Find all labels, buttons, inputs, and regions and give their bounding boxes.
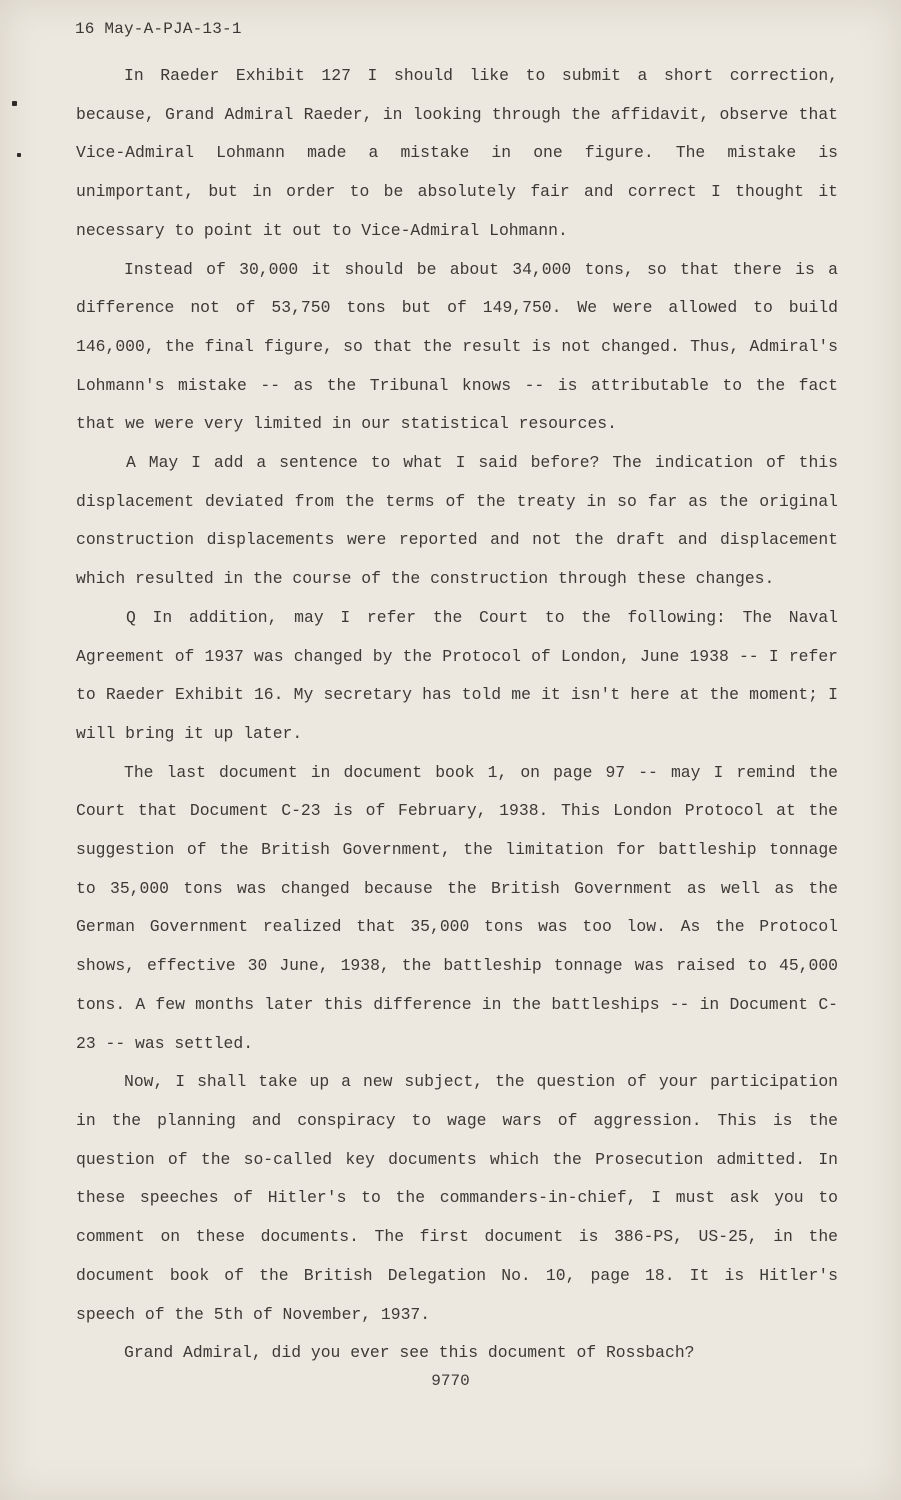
paragraph-tonnage: Instead of 30,000 it should be about 34,000 tons, so that there is a difference not of 53,750 tons but of 149,750. We were allowed to build 146,000, the final figure, so that the result is not changed. Thus, Admiral's Lohmann's mistake -- as the Tribunal knows -- is attributable to the fact that we were very limited in our statistical resources.	[76, 259, 838, 434]
paragraph-rossbach-question: Grand Admiral, did you ever see this document of Rossbach?	[124, 1343, 695, 1363]
paragraph-new-subject: Now, I shall take up a new subject, the question of your participation in the planning and conspiracy to wage wars of aggression. This is the question of the so-called key documents which the Prosecution admitted. In these speeches of Hitler's to the commanders-in-chief, I must ask you to comment on these documents. The first document is 386-PS, US-25, in the document book of the British Delegation No. 10, page 18. It is Hitler's speech of the 5th of November, 1937.	[76, 1072, 838, 1324]
paragraph-answer: A May I add a sentence to what I said before? The indication of this displacement deviated from the terms of the treaty in so far as the original construction displacements were reported and not the draft and displacement which resulted in the course of the construction through these changes.	[76, 453, 838, 589]
margin-mark	[17, 153, 21, 157]
page-header: 16 May-A-PJA-13-1	[75, 20, 242, 38]
page-number: 9770	[431, 1372, 470, 1390]
transcript-body	[76, 57, 838, 1373]
paragraph-correction: In Raeder Exhibit 127 I should like to submit a short correction, because, Grand Admiral Raeder, in looking through the affidavit, observe that Vice-Admiral Lohmann made a mistake in one figure. The mistake is unimportant, but in order to be absolutely fair and correct I thought it necessary to point it out to Vice-Admiral Lohmann.	[76, 66, 838, 240]
paragraph-question: Q In addition, may I refer the Court to the following: The Naval Agreement of 1937 was changed by the Protocol of London, June 1938 -- I refer to Raeder Exhibit 16. My secretary has told me it isn't here at the moment; I will bring it up later.	[76, 607, 838, 743]
paragraph-london-protocol: The last document in document book 1, on page 97 -- may I remind the Court that Document C-23 is of February, 1938. This London Protocol at the suggestion of the British Government, the limitation for battleship tonnage to 35,000 tons was changed because the British Government as well as the German Government realized that 35,000 tons was too low. As the Protocol shows, effective 30 June, 1938, the battleship tonnage was raised to 45,000 tons. A few months later this difference in the battleships -- in Document C-23 -- was settled.	[76, 762, 838, 1053]
margin-mark	[12, 101, 17, 106]
